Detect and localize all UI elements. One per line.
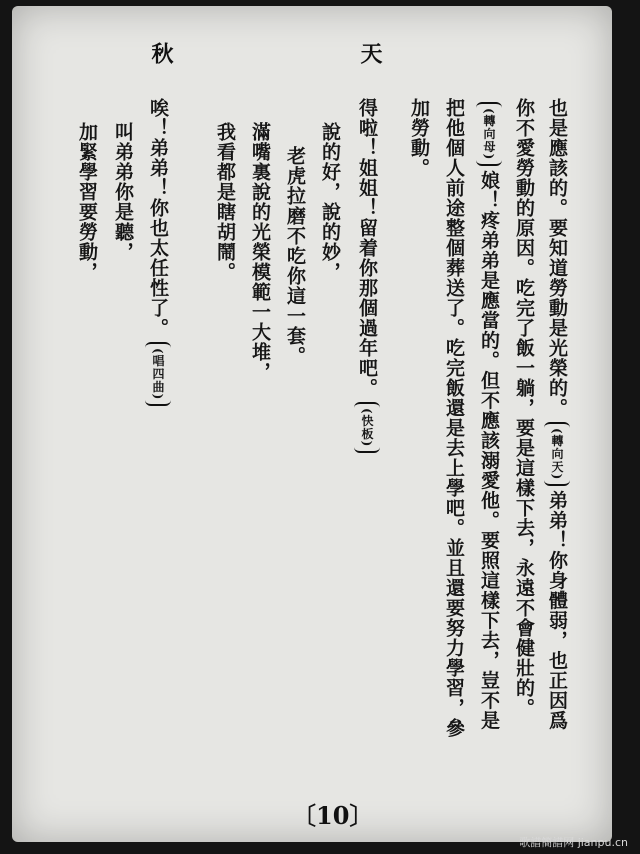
verse-text: 我看都是瞎胡鬧。 xyxy=(214,122,236,282)
dialogue-text: 唉！弟弟！你也太任性了。 xyxy=(147,98,169,338)
text-column-1 xyxy=(544,98,570,730)
text-column-4 xyxy=(441,98,467,738)
dialogue-text: 把他個人前途整個葬送了。吃完飯還是去上學吧。並且還要努力學習，參 xyxy=(443,98,465,738)
stage-direction: (轉向母) xyxy=(476,102,502,166)
text-column-10 xyxy=(212,122,238,282)
text-column-13 xyxy=(74,122,100,282)
text-column-2 xyxy=(511,98,537,718)
verse-text: 老虎拉磨不吃你這一套。 xyxy=(284,146,306,366)
book-page xyxy=(12,6,612,842)
text-column-12 xyxy=(110,122,136,262)
verse-text: 加緊學習要勞動， xyxy=(76,122,98,282)
text-column-8 xyxy=(282,146,308,366)
stage-direction: (快板) xyxy=(354,402,380,453)
stage-direction: (唱四曲) xyxy=(145,342,171,406)
dialogue-text: 加勞動。 xyxy=(408,98,430,178)
text-column-11 xyxy=(145,98,171,410)
dialogue-text: 弟弟！你身體弱，也正因爲 xyxy=(546,490,568,731)
stage-direction: (轉向天) xyxy=(544,422,570,486)
text-column-3 xyxy=(476,98,502,730)
speaker-label-tian: 天 xyxy=(357,42,383,68)
dialogue-text: 娘！疼弟弟是應當的。但不應該溺愛他。要照這樣下去，豈不是 xyxy=(478,170,500,731)
verse-text: 叫弟弟你是聽， xyxy=(112,122,134,262)
dialogue-text: 你不愛勞動的原因。吃完了飯一躺，要是這樣下去，永遠不會健壯的。 xyxy=(513,98,535,718)
verse-text: 滿嘴裏說的光榮模範一大堆， xyxy=(249,122,271,382)
dialogue-text: 得啦！姐姐！留着你那個過年吧。 xyxy=(356,98,378,398)
dialogue-text: 也是應該的。要知道勞動是光榮的。 xyxy=(546,98,568,418)
page-number: 〔10〕 xyxy=(292,801,374,830)
verse-text: 說的好，說的妙， xyxy=(319,122,341,282)
text-column-7 xyxy=(317,122,343,282)
watermark-text: 歌譜簡譜网 jianpu.cn xyxy=(519,836,628,849)
text-column-9 xyxy=(247,122,273,382)
text-column-6 xyxy=(354,98,380,457)
text-column-5 xyxy=(406,98,432,178)
speaker-label-qiu: 秋 xyxy=(148,42,174,68)
